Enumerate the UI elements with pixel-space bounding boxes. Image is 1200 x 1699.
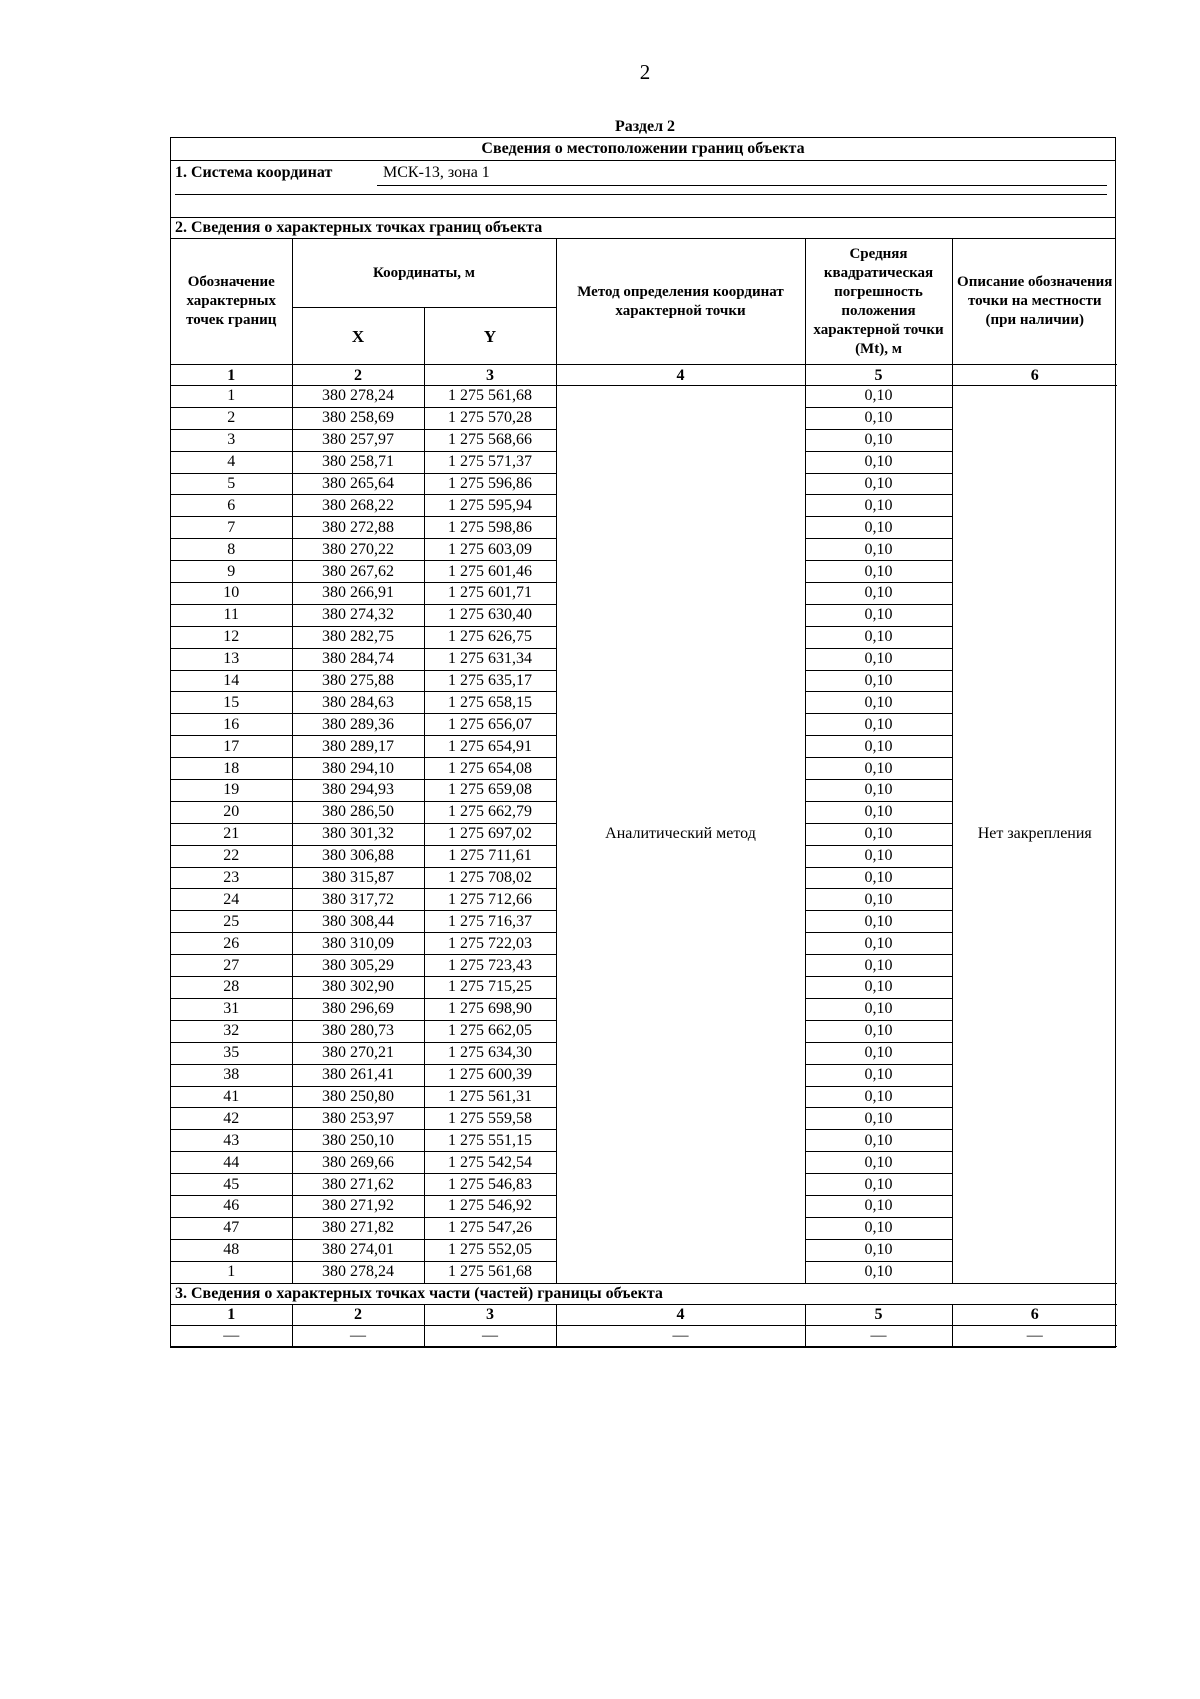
mt-value: 0,10: [805, 823, 952, 845]
x-coordinate: 380 278,24: [292, 1261, 424, 1283]
y-coordinate: 1 275 568,66: [424, 429, 556, 451]
y-coordinate: 1 275 659,08: [424, 780, 556, 802]
x-coordinate: 380 257,97: [292, 429, 424, 451]
mt-value: 0,10: [805, 1086, 952, 1108]
x-coordinate: 380 305,29: [292, 955, 424, 977]
parts-column-number-row: [171, 1304, 1117, 1325]
y-coordinate: 1 275 603,09: [424, 539, 556, 561]
mt-value: 0,10: [805, 670, 952, 692]
point-number: 13: [171, 648, 292, 670]
empty-dash: —: [424, 1325, 556, 1346]
x-coordinate: 380 267,62: [292, 561, 424, 583]
mt-value: 0,10: [805, 801, 952, 823]
x-coordinate: 380 271,92: [292, 1195, 424, 1217]
point-number: 14: [171, 670, 292, 692]
point-number: 48: [171, 1239, 292, 1261]
y-coordinate: 1 275 654,91: [424, 736, 556, 758]
y-coordinate: 1 275 571,37: [424, 451, 556, 473]
x-coordinate: 380 269,66: [292, 1152, 424, 1174]
parts-empty-row: [171, 1325, 1117, 1346]
header-description: Описание обозначения точки на местности (при наличии): [952, 239, 1117, 365]
mt-value: 0,10: [805, 495, 952, 517]
y-coordinate: 1 275 561,68: [424, 386, 556, 408]
point-number: 3: [171, 429, 292, 451]
mt-value: 0,10: [805, 867, 952, 889]
y-coordinate: 1 275 715,25: [424, 977, 556, 999]
mt-value: 0,10: [805, 561, 952, 583]
parts-heading: 3. Сведения о характерных точках части (частей) границы объекта: [171, 1283, 1117, 1304]
mt-value: 0,10: [805, 758, 952, 780]
column-number: 1: [171, 1304, 292, 1325]
x-coordinate: 380 265,64: [292, 473, 424, 495]
point-number: 25: [171, 911, 292, 933]
y-coordinate: 1 275 570,28: [424, 407, 556, 429]
mt-value: 0,10: [805, 539, 952, 561]
x-coordinate: 380 296,69: [292, 998, 424, 1020]
column-number: 4: [556, 1304, 805, 1325]
point-number: 43: [171, 1130, 292, 1152]
y-coordinate: 1 275 658,15: [424, 692, 556, 714]
description-cell: Нет закрепления: [952, 386, 1117, 1284]
point-number: 35: [171, 1042, 292, 1064]
column-number-row: [171, 365, 1117, 386]
point-number: 12: [171, 626, 292, 648]
column-number: 3: [424, 365, 556, 386]
point-number: 41: [171, 1086, 292, 1108]
y-coordinate: 1 275 654,08: [424, 758, 556, 780]
x-coordinate: 380 274,32: [292, 604, 424, 626]
header-error: Средняя квадратическая погрешность положения характерной точки (Mt), м: [805, 239, 952, 365]
header-designation: Обозначение характерных точек границ: [171, 239, 292, 365]
mt-value: 0,10: [805, 933, 952, 955]
point-number: 24: [171, 889, 292, 911]
point-number: 31: [171, 998, 292, 1020]
y-coordinate: 1 275 656,07: [424, 714, 556, 736]
y-coordinate: 1 275 662,05: [424, 1020, 556, 1042]
x-coordinate: 380 250,10: [292, 1130, 424, 1152]
x-coordinate: 380 284,63: [292, 692, 424, 714]
coordinate-system-block: [171, 161, 1115, 218]
mt-value: 0,10: [805, 977, 952, 999]
point-number: 32: [171, 1020, 292, 1042]
coordinate-system-value: МСК-13, зона 1: [383, 164, 490, 181]
point-number: 22: [171, 845, 292, 867]
x-coordinate: 380 272,88: [292, 517, 424, 539]
underline: [175, 194, 1107, 195]
mt-value: 0,10: [805, 889, 952, 911]
y-coordinate: 1 275 546,92: [424, 1195, 556, 1217]
mt-value: 0,10: [805, 1064, 952, 1086]
x-coordinate: 380 294,10: [292, 758, 424, 780]
x-coordinate: 380 282,75: [292, 626, 424, 648]
point-number: 15: [171, 692, 292, 714]
point-number: 17: [171, 736, 292, 758]
x-coordinate: 380 317,72: [292, 889, 424, 911]
mt-value: 0,10: [805, 386, 952, 408]
x-coordinate: 380 258,69: [292, 407, 424, 429]
coordinate-system-label: 1. Система координат: [175, 164, 333, 181]
point-number: 2: [171, 407, 292, 429]
point-number: 7: [171, 517, 292, 539]
mt-value: 0,10: [805, 955, 952, 977]
column-number: 5: [805, 1304, 952, 1325]
section-title: Раздел 2: [614, 118, 676, 135]
x-coordinate: 380 250,80: [292, 1086, 424, 1108]
point-number: 26: [171, 933, 292, 955]
point-number: 42: [171, 1108, 292, 1130]
x-coordinate: 380 274,01: [292, 1239, 424, 1261]
y-coordinate: 1 275 551,15: [424, 1130, 556, 1152]
point-number: 47: [171, 1217, 292, 1239]
empty-dash: —: [292, 1325, 424, 1346]
x-coordinate: 380 294,93: [292, 780, 424, 802]
y-coordinate: 1 275 595,94: [424, 495, 556, 517]
y-coordinate: 1 275 722,03: [424, 933, 556, 955]
point-number: 8: [171, 539, 292, 561]
mt-value: 0,10: [805, 1042, 952, 1064]
y-coordinate: 1 275 552,05: [424, 1239, 556, 1261]
y-coordinate: 1 275 546,83: [424, 1174, 556, 1196]
point-number: 46: [171, 1195, 292, 1217]
header-x: X: [292, 308, 424, 365]
header-method: Метод определения координат характерной точки: [556, 239, 805, 365]
y-coordinate: 1 275 698,90: [424, 998, 556, 1020]
x-coordinate: 380 315,87: [292, 867, 424, 889]
mt-value: 0,10: [805, 736, 952, 758]
mt-value: 0,10: [805, 1174, 952, 1196]
x-coordinate: 380 310,09: [292, 933, 424, 955]
x-coordinate: 380 266,91: [292, 583, 424, 605]
mt-value: 0,10: [805, 517, 952, 539]
point-number: 1: [171, 1261, 292, 1283]
point-number: 9: [171, 561, 292, 583]
x-coordinate: 380 286,50: [292, 801, 424, 823]
y-coordinate: 1 275 596,86: [424, 473, 556, 495]
mt-value: 0,10: [805, 692, 952, 714]
point-number: 11: [171, 604, 292, 626]
mt-value: 0,10: [805, 1020, 952, 1042]
x-coordinate: 380 270,21: [292, 1042, 424, 1064]
underline: [377, 185, 1107, 186]
mt-value: 0,10: [805, 1152, 952, 1174]
mt-value: 0,10: [805, 1108, 952, 1130]
x-coordinate: 380 302,90: [292, 977, 424, 999]
mt-value: 0,10: [805, 429, 952, 451]
y-coordinate: 1 275 716,37: [424, 911, 556, 933]
x-coordinate: 380 258,71: [292, 451, 424, 473]
point-number: 10: [171, 583, 292, 605]
point-number: 20: [171, 801, 292, 823]
point-number: 6: [171, 495, 292, 517]
empty-dash: —: [556, 1325, 805, 1346]
x-coordinate: 380 271,82: [292, 1217, 424, 1239]
mt-value: 0,10: [805, 714, 952, 736]
mt-value: 0,10: [805, 451, 952, 473]
point-number: 27: [171, 955, 292, 977]
y-coordinate: 1 275 542,54: [424, 1152, 556, 1174]
column-number: 3: [424, 1304, 556, 1325]
y-coordinate: 1 275 630,40: [424, 604, 556, 626]
x-coordinate: 380 289,36: [292, 714, 424, 736]
mt-value: 0,10: [805, 648, 952, 670]
column-number: 5: [805, 365, 952, 386]
x-coordinate: 380 271,62: [292, 1174, 424, 1196]
y-coordinate: 1 275 697,02: [424, 823, 556, 845]
mt-value: 0,10: [805, 1239, 952, 1261]
column-number: 4: [556, 365, 805, 386]
y-coordinate: 1 275 547,26: [424, 1217, 556, 1239]
main-heading: Сведения о местоположении границ объекта: [171, 138, 1115, 161]
column-number: 2: [292, 1304, 424, 1325]
point-number: 4: [171, 451, 292, 473]
page-number: 2: [639, 60, 651, 84]
point-number: 38: [171, 1064, 292, 1086]
column-number: 1: [171, 365, 292, 386]
y-coordinate: 1 275 631,34: [424, 648, 556, 670]
x-coordinate: 380 306,88: [292, 845, 424, 867]
mt-value: 0,10: [805, 911, 952, 933]
x-coordinate: 380 261,41: [292, 1064, 424, 1086]
header-coordinates: Координаты, м: [292, 239, 556, 308]
y-coordinate: 1 275 598,86: [424, 517, 556, 539]
y-coordinate: 1 275 635,17: [424, 670, 556, 692]
y-coordinate: 1 275 561,31: [424, 1086, 556, 1108]
mt-value: 0,10: [805, 845, 952, 867]
x-coordinate: 380 289,17: [292, 736, 424, 758]
points-body: [171, 386, 1117, 1284]
mt-value: 0,10: [805, 1130, 952, 1152]
mt-value: 0,10: [805, 1217, 952, 1239]
x-coordinate: 380 301,32: [292, 823, 424, 845]
y-coordinate: 1 275 600,39: [424, 1064, 556, 1086]
mt-value: 0,10: [805, 626, 952, 648]
column-number: 2: [292, 365, 424, 386]
boundary-info-table: [170, 137, 1116, 1348]
y-coordinate: 1 275 708,02: [424, 867, 556, 889]
y-coordinate: 1 275 559,58: [424, 1108, 556, 1130]
x-coordinate: 380 275,88: [292, 670, 424, 692]
point-number: 5: [171, 473, 292, 495]
method-cell: Аналитический метод: [556, 386, 805, 1284]
y-coordinate: 1 275 561,68: [424, 1261, 556, 1283]
point-number: 23: [171, 867, 292, 889]
y-coordinate: 1 275 634,30: [424, 1042, 556, 1064]
mt-value: 0,10: [805, 998, 952, 1020]
point-number: 19: [171, 780, 292, 802]
x-coordinate: 380 284,74: [292, 648, 424, 670]
point-number: 16: [171, 714, 292, 736]
point-number: 44: [171, 1152, 292, 1174]
x-coordinate: 380 268,22: [292, 495, 424, 517]
x-coordinate: 380 253,97: [292, 1108, 424, 1130]
table-row: [171, 386, 1117, 408]
point-number: 21: [171, 823, 292, 845]
x-coordinate: 380 280,73: [292, 1020, 424, 1042]
empty-dash: —: [805, 1325, 952, 1346]
x-coordinate: 380 270,22: [292, 539, 424, 561]
point-number: 28: [171, 977, 292, 999]
point-number: 45: [171, 1174, 292, 1196]
mt-value: 0,10: [805, 407, 952, 429]
points-table: [171, 239, 1117, 1347]
points-heading: 2. Сведения о характерных точках границ объекта: [171, 218, 1115, 239]
mt-value: 0,10: [805, 780, 952, 802]
y-coordinate: 1 275 662,79: [424, 801, 556, 823]
y-coordinate: 1 275 626,75: [424, 626, 556, 648]
column-number: 6: [952, 365, 1117, 386]
mt-value: 0,10: [805, 604, 952, 626]
y-coordinate: 1 275 601,46: [424, 561, 556, 583]
empty-dash: —: [952, 1325, 1117, 1346]
empty-dash: —: [171, 1325, 292, 1346]
x-coordinate: 380 278,24: [292, 386, 424, 408]
mt-value: 0,10: [805, 473, 952, 495]
y-coordinate: 1 275 711,61: [424, 845, 556, 867]
point-number: 1: [171, 386, 292, 408]
column-number: 6: [952, 1304, 1117, 1325]
y-coordinate: 1 275 723,43: [424, 955, 556, 977]
header-y: Y: [424, 308, 556, 365]
x-coordinate: 380 308,44: [292, 911, 424, 933]
mt-value: 0,10: [805, 1261, 952, 1283]
mt-value: 0,10: [805, 583, 952, 605]
y-coordinate: 1 275 712,66: [424, 889, 556, 911]
point-number: 18: [171, 758, 292, 780]
y-coordinate: 1 275 601,71: [424, 583, 556, 605]
mt-value: 0,10: [805, 1195, 952, 1217]
